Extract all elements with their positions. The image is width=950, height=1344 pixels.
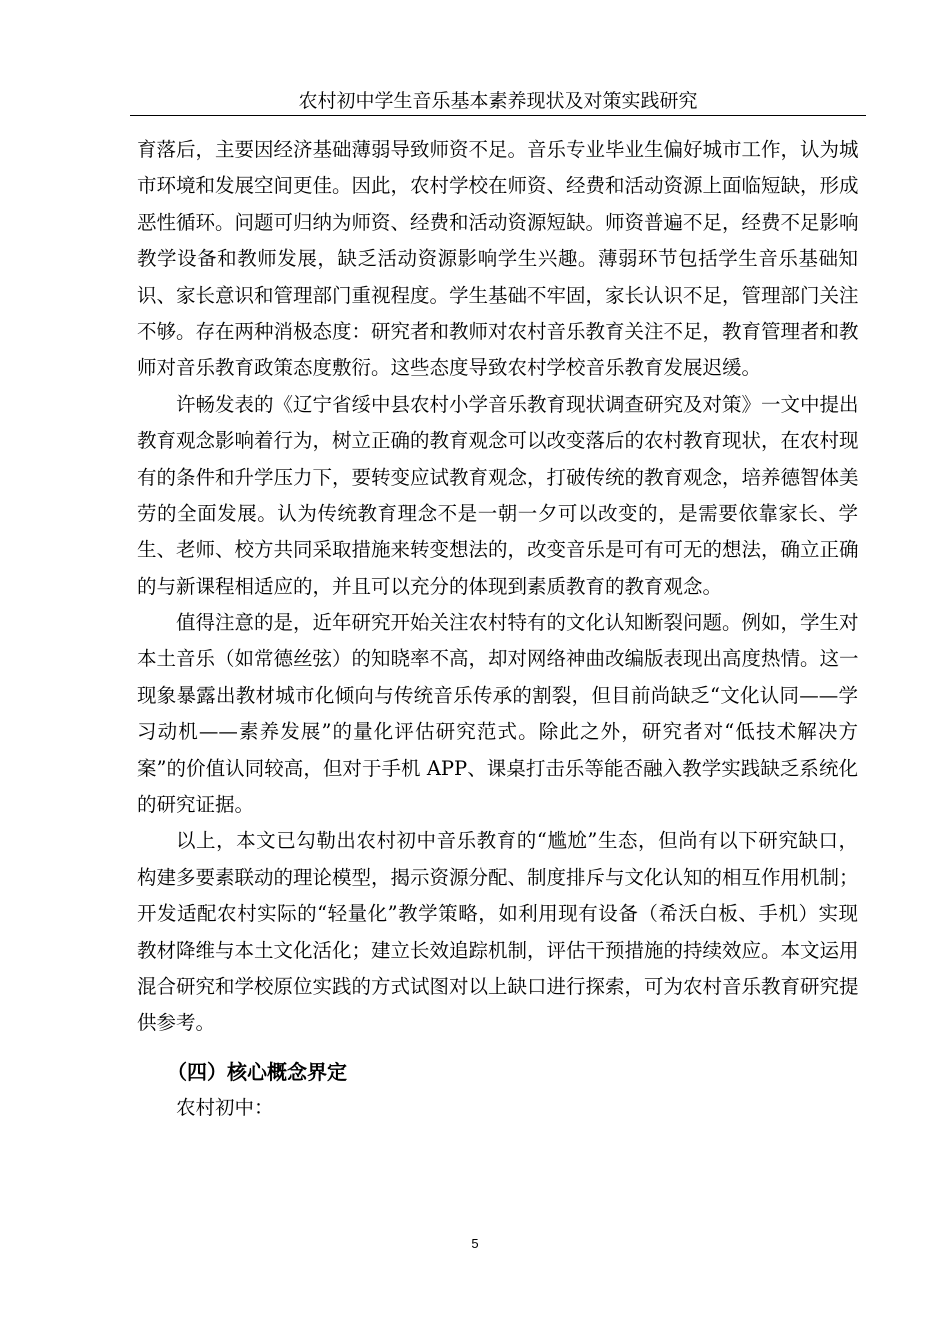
paragraph-line: 案”的价值认同较高，但对于手机 APP、课桌打击乐等能否融入教学实践缺乏系统化 bbox=[137, 756, 858, 780]
paragraph-line: 教育观念影响着行为，树立正确的教育观念可以改变落后的农村教育现状，在农村现 bbox=[137, 429, 859, 453]
paragraph-line: 混合研究和学校原位实践的方式试图对以上缺口进行探索，可为农村音乐教育研究提 bbox=[137, 974, 859, 998]
paragraph-line: 许畅发表的《辽宁省绥中县农村小学音乐教育现状调查研究及对策》一文中提出 bbox=[176, 392, 859, 416]
paragraph-line: 市环境和发展空间更佳。因此，农村学校在师资、经费和活动资源上面临短缺，形成 bbox=[137, 174, 859, 198]
header-rule bbox=[130, 115, 866, 116]
paragraph-line: 师对音乐教育政策态度敷衍。这些态度导致农村学校音乐教育发展迟缓。 bbox=[137, 356, 762, 380]
paragraph-line: 恶性循环。问题可归纳为师资、经费和活动资源短缺。师资普遍不足，经费不足影响 bbox=[137, 210, 859, 234]
paragraph-line: 生、老师、校方共同采取措施来转变想法的，改变音乐是可有可无的想法，确立正确 bbox=[137, 538, 859, 562]
paragraph-line: 供参考。 bbox=[137, 1011, 216, 1035]
paragraph bbox=[137, 605, 858, 823]
paragraph-line: 育落后，主要因经济基础薄弱导致师资不足。音乐专业毕业生偏好城市工作，认为城 bbox=[137, 138, 859, 161]
paragraph-line: 开发适配农村实际的“轻量化”教学策略，如利用现有设备（希沃白板、手机）实现 bbox=[137, 902, 858, 926]
paragraph-line: 劳的全面发展。认为传统教育理念不是一朝一夕可以改变的，是需要依靠家长、学 bbox=[137, 501, 858, 525]
page-number: 5 bbox=[471, 1236, 479, 1251]
paragraph-line: 识、家长意识和管理部门重视程度。学生基础不牢固，家长认识不足，管理部门关注 bbox=[137, 283, 859, 307]
document-body bbox=[137, 132, 858, 1126]
running-header: 农村初中学生音乐基本素养现状及对策实践研究 bbox=[298, 90, 698, 112]
term-label: 农村初中： bbox=[176, 1095, 274, 1119]
paragraphs bbox=[137, 132, 858, 1042]
paragraph-line: 教学设备和教师发展，缺乏活动资源影响学生兴趣。薄弱环节包括学生音乐基础知 bbox=[137, 247, 858, 271]
paragraph-line: 现象暴露出教材城市化倾向与传统音乐传承的割裂，但目前尚缺乏“文化认同——学 bbox=[137, 683, 858, 707]
paragraph-line: 构建多要素联动的理论模型，揭示资源分配、制度排斥与文化认知的相互作用机制； bbox=[137, 865, 859, 889]
paragraph-line: 有的条件和升学压力下，要转变应试教育观念，打破传统的教育观念，培养德智体美 bbox=[137, 465, 859, 489]
paragraph bbox=[137, 387, 858, 605]
paragraph bbox=[137, 823, 858, 1041]
paragraph-line: 不够。存在两种消极态度：研究者和教师对农村音乐教育关注不足，教育管理者和教 bbox=[137, 319, 859, 343]
paragraph-line: 教材降维与本土文化活化；建立长效追踪机制，评估干预措施的持续效应。本文运用 bbox=[137, 938, 859, 962]
section-heading: （四）核心概念界定 bbox=[167, 1059, 347, 1084]
paragraph bbox=[137, 132, 858, 387]
paragraph-line: 值得注意的是，近年研究开始关注农村特有的文化认知断裂问题。例如，学生对 bbox=[176, 611, 859, 635]
paragraph-line: 的研究证据。 bbox=[137, 793, 255, 817]
paragraph-line: 的与新课程相适应的，并且可以充分的体现到素质教育的教育观念。 bbox=[137, 574, 723, 598]
paragraph-line: 以上，本文已勾勒出农村初中音乐教育的“尴尬”生态，但尚有以下研究缺口， bbox=[176, 829, 858, 853]
paragraph-line: 习动机——素养发展”的量化评估研究范式。除此之外，研究者对“低技术解决方 bbox=[137, 720, 858, 744]
paragraph-line: 本土音乐（如常德丝弦）的知晓率不高，却对网络神曲改编版表现出高度热情。这一 bbox=[137, 647, 859, 671]
